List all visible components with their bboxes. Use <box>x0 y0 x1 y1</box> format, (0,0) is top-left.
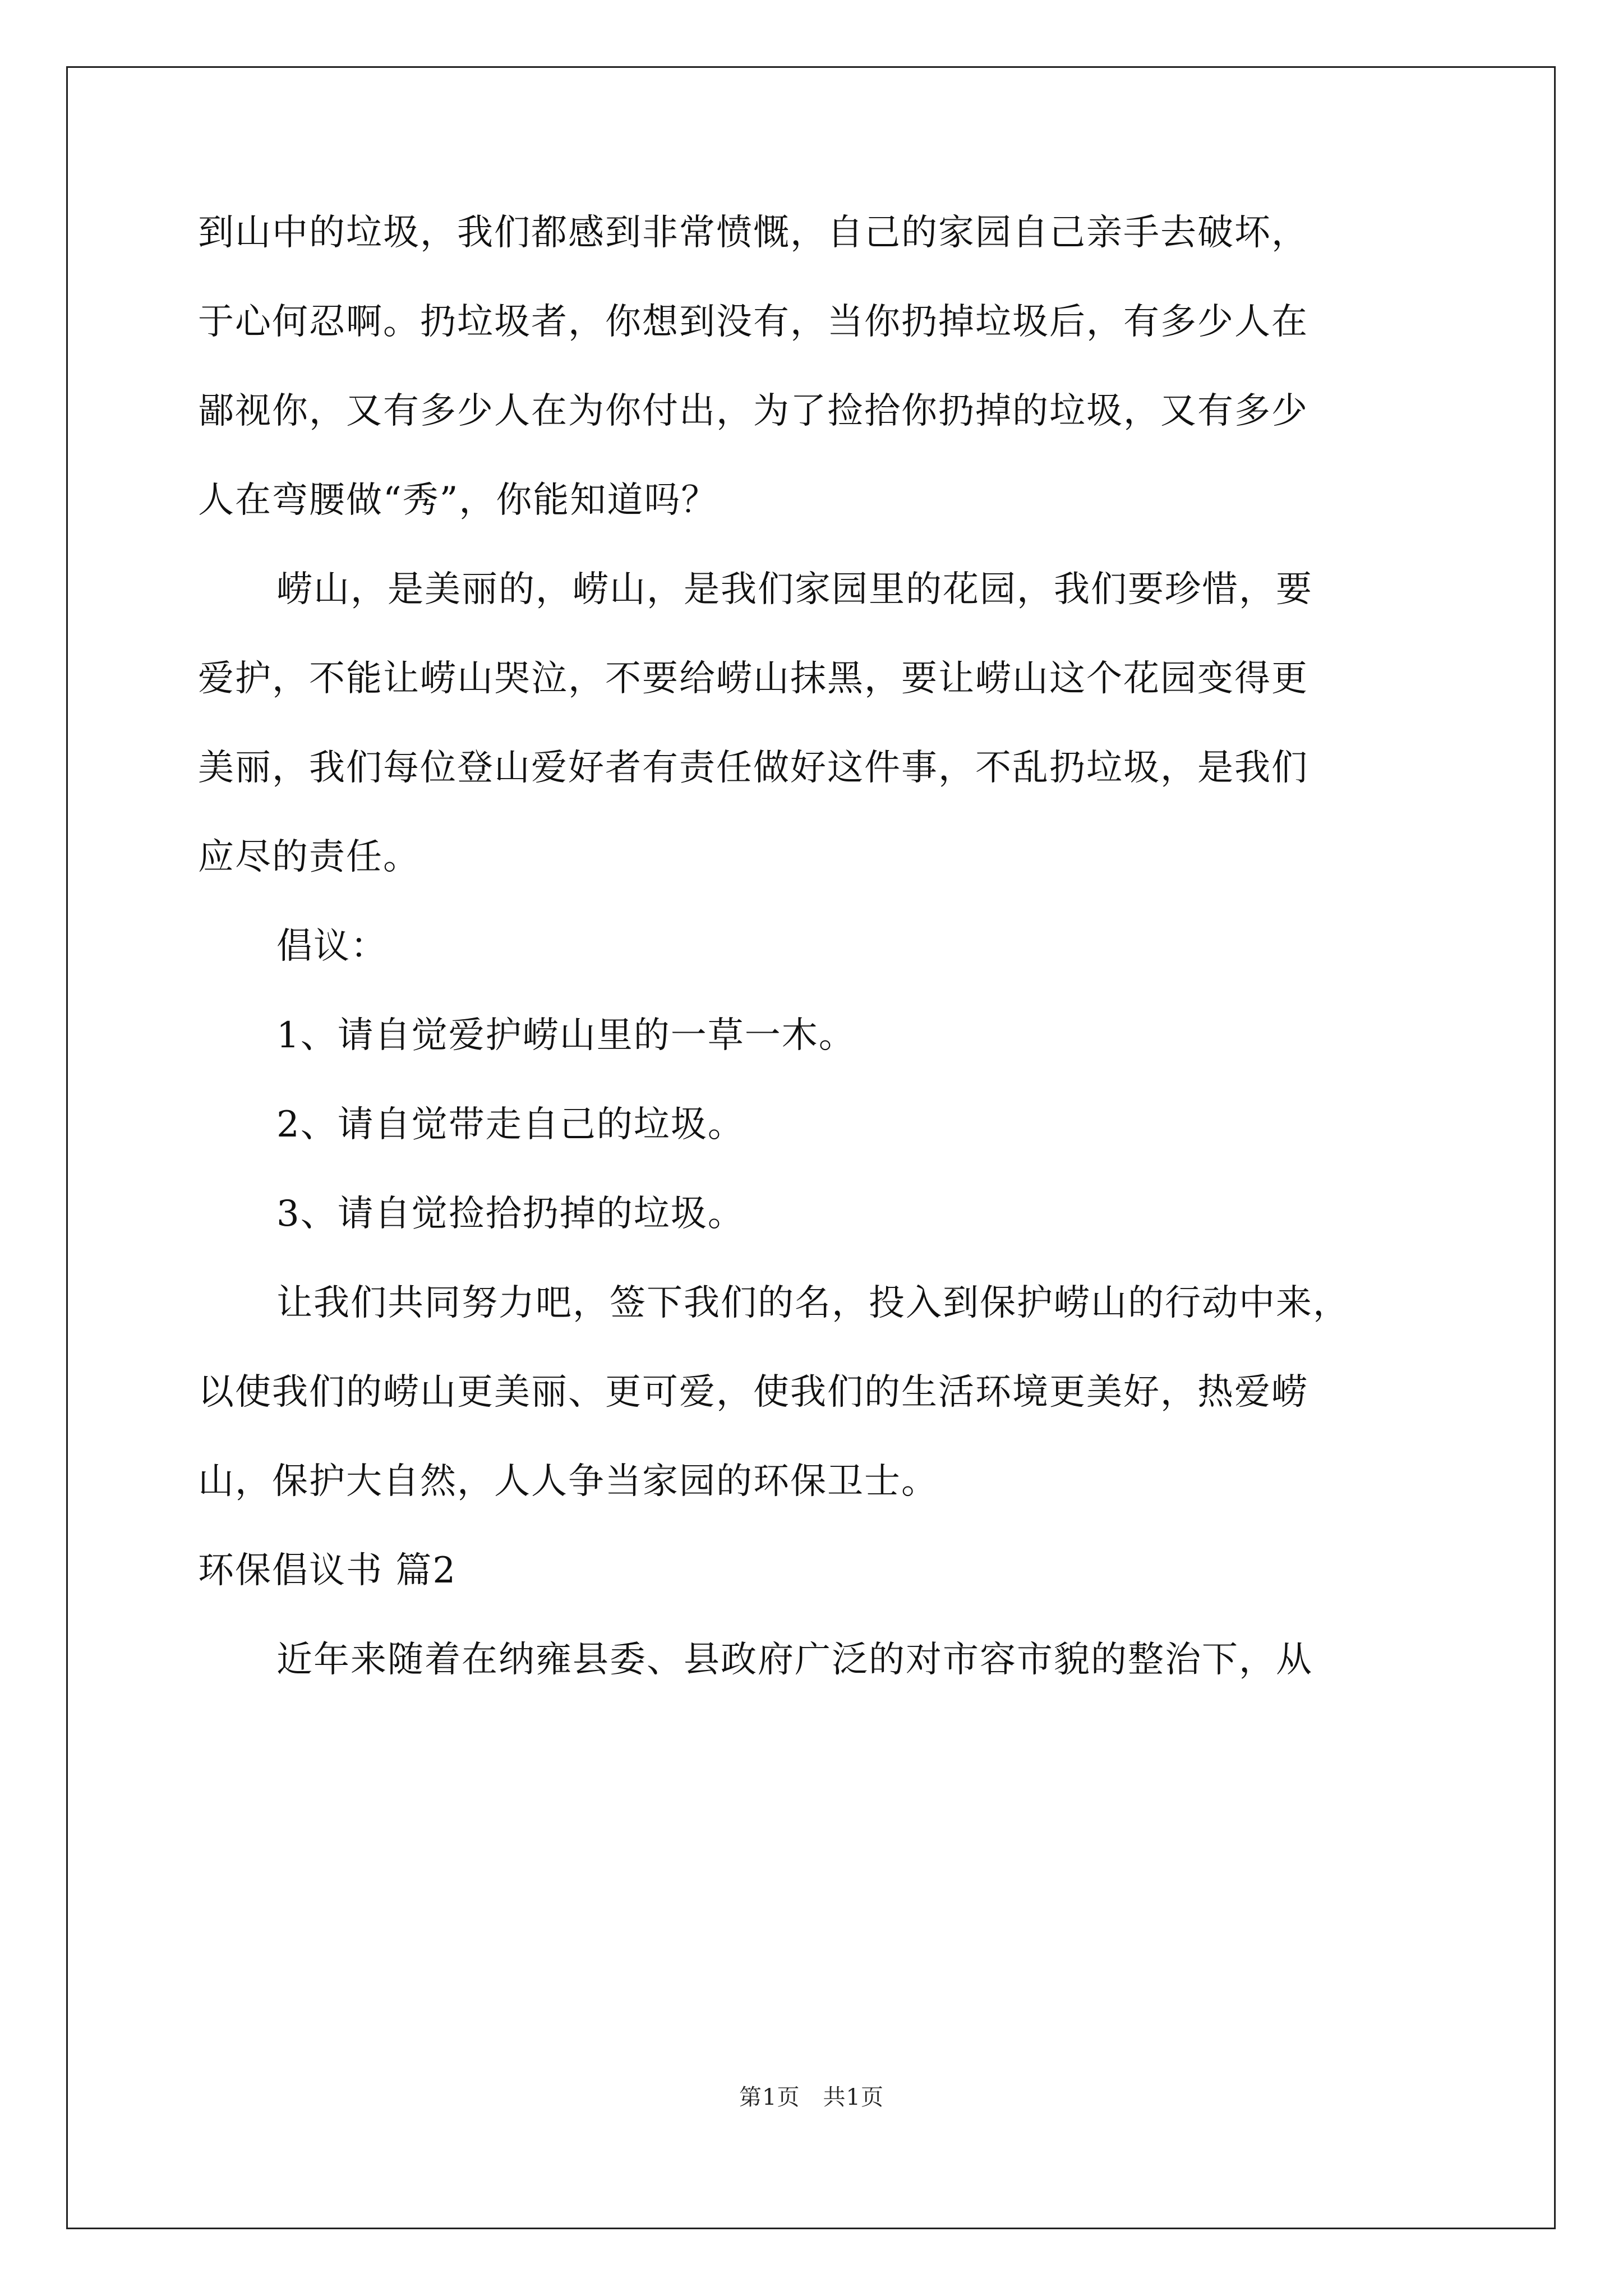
document-body <box>198 212 1454 1728</box>
proposal-item-2: 2、请自觉带走自己的垃圾。 <box>276 1104 745 1145</box>
body-line-8: 应尽的责任。 <box>198 836 420 878</box>
page-footer: 第1页 共1页 <box>739 2085 884 2110</box>
body-line-13: 让我们共同努力吧，签下我们的名，投入到保护崂山的行动中来， <box>276 1282 1350 1324</box>
proposal-item-1: 1、请自觉爱护崂山里的一草一木。 <box>276 1015 856 1056</box>
body-line-15: 山，保护大自然，人人争当家园的环保卫士。 <box>198 1461 938 1502</box>
body-line-14: 以使我们的崂山更美丽、更可爱，使我们的生活环境更美好，热爱崂 <box>198 1372 1308 1413</box>
body-line-7: 美丽，我们每位登山爱好者有责任做好这件事，不乱扔垃圾，是我们 <box>198 747 1308 789</box>
body-line-3: 鄙视你，又有多少人在为你付出，为了捡拾你扔掉的垃圾，又有多少 <box>198 390 1308 432</box>
proposal-heading: 倡议： <box>276 926 388 967</box>
body-line-17: 近年来随着在纳雍县委、县政府广泛的对市容市貌的整治下，从 <box>276 1639 1313 1681</box>
proposal-item-3: 3、请自觉捡拾扔掉的垃圾。 <box>276 1193 745 1235</box>
body-line-6: 爱护，不能让崂山哭泣，不要给崂山抹黑，要让崂山这个花园变得更 <box>198 658 1308 700</box>
body-line-1: 到山中的垃圾，我们都感到非常愤慨，自己的家园自己亲手去破坏， <box>198 212 1308 254</box>
body-line-5: 崂山，是美丽的，崂山，是我们家园里的花园，我们要珍惜，要 <box>276 569 1313 610</box>
section-title: 环保倡议书 篇2 <box>198 1550 457 1591</box>
body-line-2: 于心何忍啊。扔垃圾者，你想到没有，当你扔掉垃圾后，有多少人在 <box>198 301 1308 343</box>
body-line-4: 人在弯腰做“秀”，你能知道吗？ <box>198 480 718 521</box>
